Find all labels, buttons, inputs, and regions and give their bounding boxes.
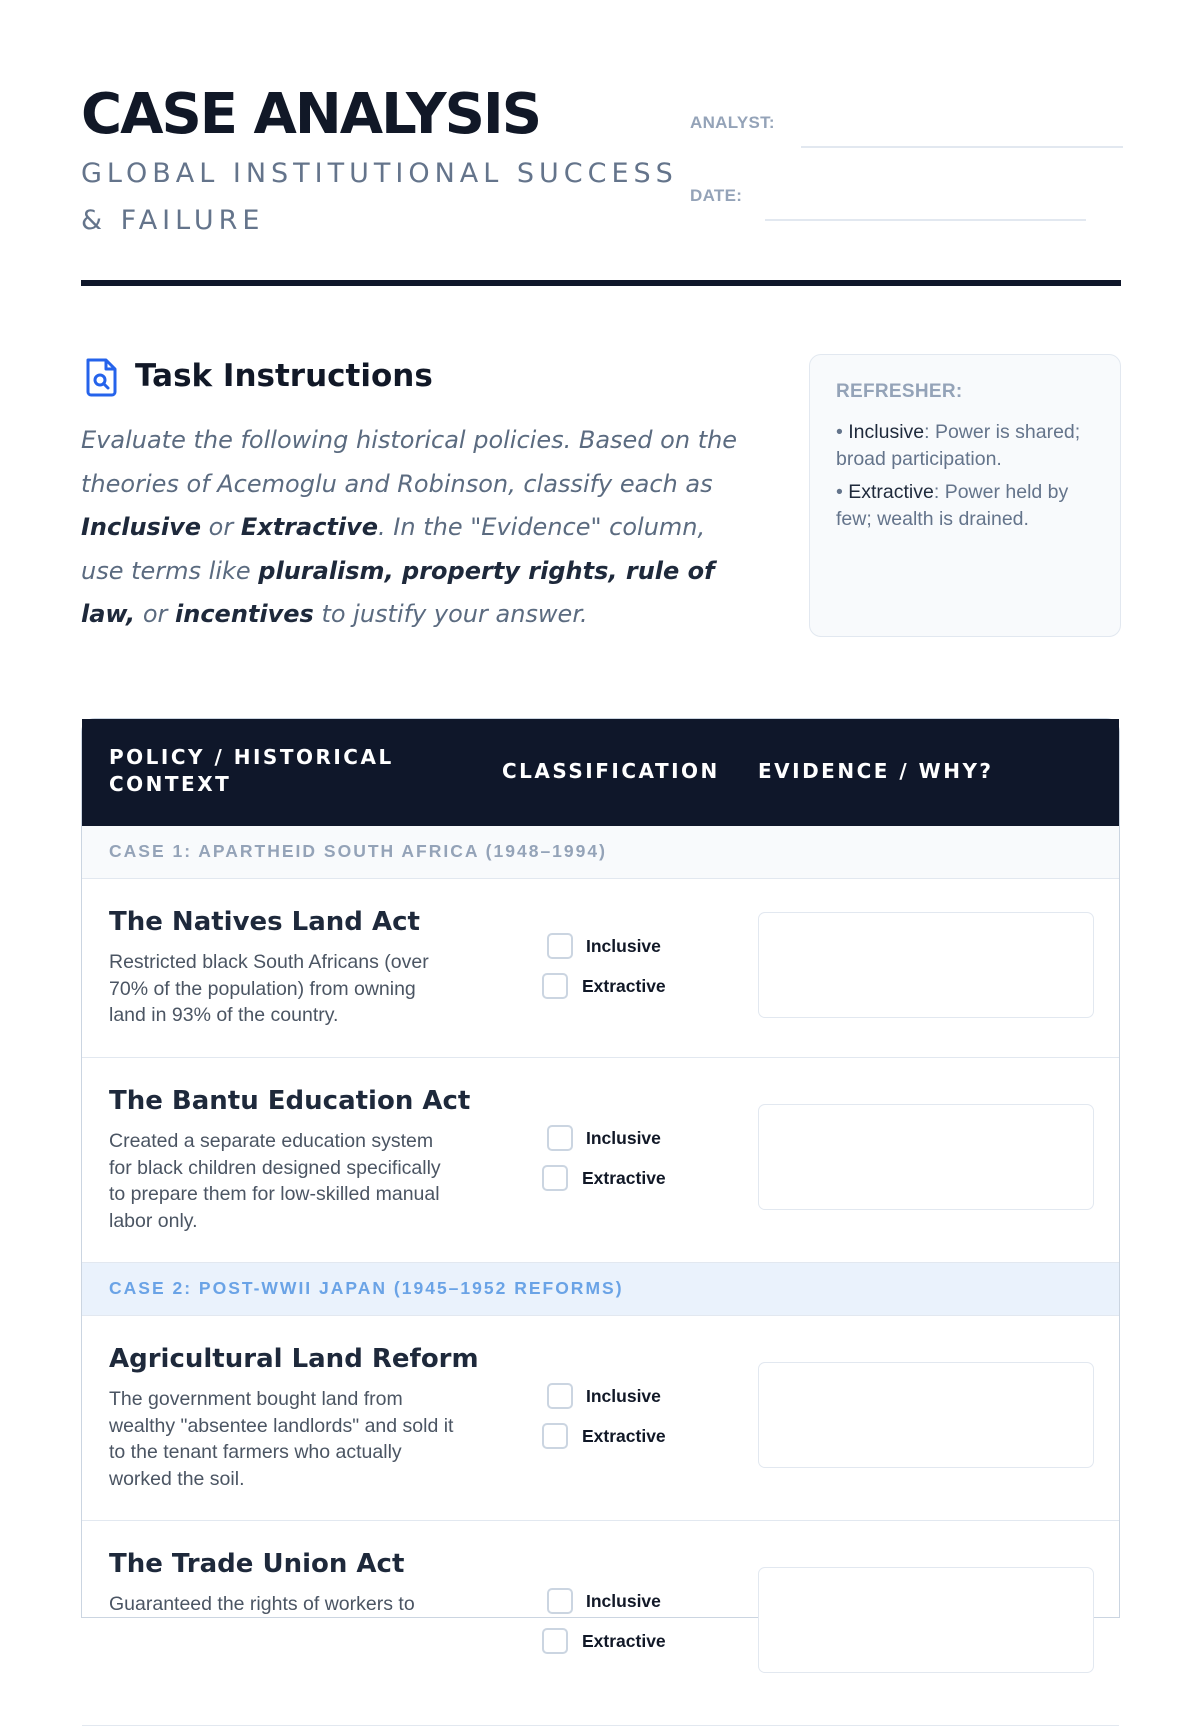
analyst-label: ANALYST: [690, 113, 775, 132]
policy-title: The Bantu Education Act [109, 1086, 471, 1116]
inclusive-label: Inclusive [586, 1591, 661, 1611]
analysis-table [81, 718, 1120, 1651]
extractive-checkbox[interactable] [542, 1423, 568, 1449]
analyst-field[interactable] [801, 146, 1123, 148]
extractive-checkbox[interactable] [542, 973, 568, 999]
extractive-checkbox[interactable] [542, 1628, 568, 1654]
inclusive-checkbox[interactable] [547, 1125, 573, 1151]
extractive-label: Extractive [582, 1631, 666, 1651]
table-row [82, 1521, 1119, 1726]
date-label: DATE: [690, 186, 743, 205]
extractive-label: Extractive [582, 1426, 666, 1446]
instructions-text-segment: or [135, 600, 175, 628]
date-field[interactable] [765, 219, 1086, 221]
evidence-input[interactable] [758, 1104, 1094, 1210]
header-divider [81, 280, 1121, 286]
table-row [82, 879, 1119, 1058]
inclusive-checkbox[interactable] [547, 933, 573, 959]
instructions-emphasis: incentives [175, 600, 314, 628]
case-header [82, 1263, 1119, 1316]
evidence-input[interactable] [758, 1567, 1094, 1673]
evidence-input[interactable] [758, 912, 1094, 1018]
column-header-evidence: EVIDENCE / WHY? [758, 759, 994, 783]
policy-description: Restricted black South Africans (over 70% of the population) from owning land in 93% of the country. [109, 951, 429, 1026]
instructions-emphasis: Inclusive [81, 513, 201, 541]
instructions-text-segment: or [201, 513, 241, 541]
refresher-box [809, 354, 1121, 637]
table-header [82, 719, 1119, 826]
worksheet-header [81, 84, 1121, 286]
inclusive-label: Inclusive [586, 936, 661, 956]
case-label: CASE 2: POST-WWII JAPAN (1945–1952 REFORMS) [109, 1278, 624, 1298]
column-header-classification: CLASSIFICATION [502, 759, 720, 783]
table-row [82, 1058, 1119, 1263]
instructions-emphasis: pluralism, property rights, rule of law, [81, 556, 715, 628]
policy-description: Created a separate education system for black children designed specifically to prepare them for low-skilled manual labor only. [109, 1130, 441, 1232]
policy-title: Agricultural Land Reform [109, 1344, 479, 1374]
evidence-input[interactable] [758, 1362, 1094, 1468]
case-label: CASE 1: APARTHEID SOUTH AFRICA (1948–1994) [109, 841, 607, 861]
extractive-checkbox[interactable] [542, 1165, 568, 1191]
case-header [82, 826, 1119, 879]
policy-title: The Natives Land Act [109, 907, 420, 937]
instructions-text-segment: to justify your answer. [313, 600, 588, 628]
refresher-term: Inclusive [848, 421, 925, 443]
refresher-definition: : Power is shared; broad participation. [836, 421, 1081, 470]
policy-description: Guaranteed the rights of workers to [109, 1593, 415, 1615]
page-title: CASE ANALYSIS [81, 82, 541, 147]
policy-title: The Trade Union Act [109, 1549, 405, 1579]
instructions-text-segment: . In the "Evidence" column, use terms like [81, 513, 706, 585]
extractive-label: Extractive [582, 1168, 666, 1188]
table-row [82, 1316, 1119, 1521]
file-search-icon [83, 357, 119, 397]
inclusive-checkbox[interactable] [547, 1588, 573, 1614]
refresher-term: Extractive [848, 481, 934, 503]
refresher-item-inclusive: • Inclusive: Power is shared; broad participation. [836, 421, 1081, 470]
extractive-label: Extractive [582, 976, 666, 996]
column-header-policy: POLICY / HISTORICAL CONTEXT [109, 745, 394, 796]
page-subtitle: GLOBAL INSTITUTIONAL SUCCESS & FAILURE [81, 158, 678, 236]
refresher-definition: : Power held by few; wealth is drained. [836, 481, 1069, 530]
instructions-text-segment: Evaluate the following historical policies. Based on the theories of Acemoglu and Robinson, classify each as [81, 426, 738, 498]
inclusive-label: Inclusive [586, 1128, 661, 1148]
instructions-title: Task Instructions [135, 358, 433, 394]
inclusive-label: Inclusive [586, 1386, 661, 1406]
inclusive-checkbox[interactable] [547, 1383, 573, 1409]
instructions-emphasis: Extractive [240, 513, 379, 541]
refresher-item-extractive: • Extractive: Power held by few; wealth is drained. [836, 481, 1069, 530]
instructions-text [81, 419, 741, 637]
policy-description: The government bought land from wealthy "absentee landlords" and sold it to the tenant farmers who actually worked the soil. [109, 1388, 454, 1490]
refresher-title: REFRESHER: [836, 381, 963, 402]
